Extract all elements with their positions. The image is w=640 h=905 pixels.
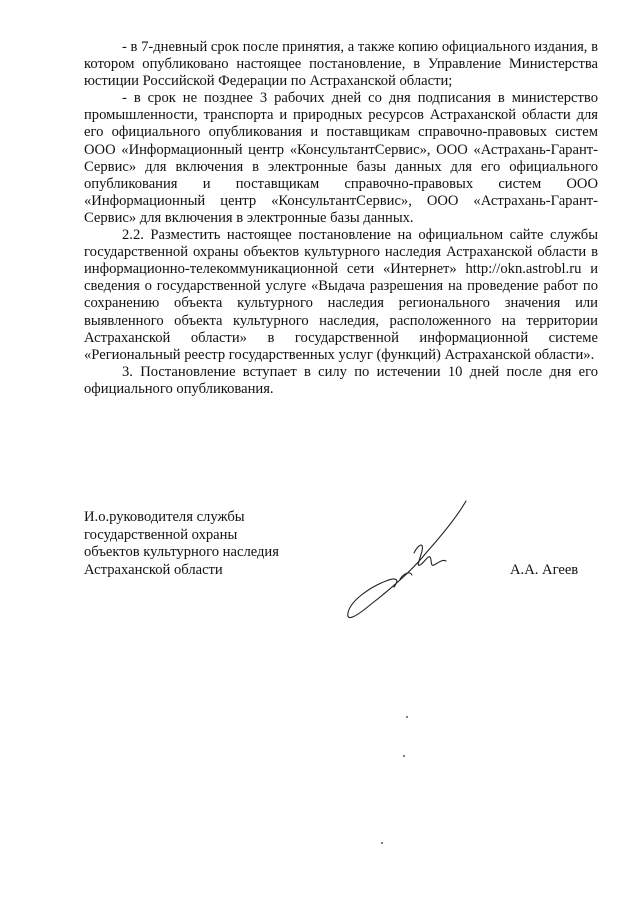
scan-speck (403, 755, 405, 757)
signatory-title-line: И.о.руководителя службы (84, 509, 245, 525)
signatory-title-line: объектов культурного наследия (84, 544, 279, 561)
signatory-title (84, 509, 334, 579)
handwritten-signature (330, 495, 480, 635)
scan-speck (406, 716, 408, 718)
signatory-name: А.А. Агеев (510, 562, 579, 578)
document-body (84, 39, 598, 398)
paragraph-ministry-of-industry: - в срок не позднее 3 рабочих дней со дня подписания в министерство промышленности, транспорта и природных ресурсов Астраханской области для его официального опубликования и поставщикам справочно-правовых систем ООО «Информационный центр «КонсультантСервис», ООО «Астрахань-Гарант-Сервис» для включения в электронные базы данных для его официального опубликования и поставщикам справочно-правовых систем ООО «Информационный центр «КонсультантСервис», ООО «Астрахань-Гарант-Сервис» для включения в электронные базы данных. (84, 90, 598, 226)
paragraph-entry-into-force: 3. Постановление вступает в силу по истечении 10 дней после дня его официального опубликования. (84, 363, 598, 397)
signatory-title-line: государственной охраны (84, 526, 238, 543)
paragraph-ministry-of-justice: - в 7-дневный срок после принятия, а также копию официального издания, в котором опубликовано настоящее постановление, в Управление Министерства юстиции Российской Федерации по Астраханской области; (84, 39, 598, 90)
paragraph-publish-on-website: 2.2. Разместить настоящее постановление на официальном сайте службы государственной охраны объектов культурного наследия Астраханской области в информационно-телекоммуникационной сети «Интернет» http://okn.astrobl.ru и сведения о государственной услуге «Выдача разрешения на проведение работ по сохранению объекта культурного наследия регионального значения или выявленного объекта культурного наследия, расположенного на территории Астраханской области» в государственной информационной системе «Региональный реестр государственных услуг (функций) Астраханской области». (84, 227, 598, 363)
scan-speck (381, 842, 383, 844)
signatory-title-line: Астраханской области (84, 561, 223, 578)
